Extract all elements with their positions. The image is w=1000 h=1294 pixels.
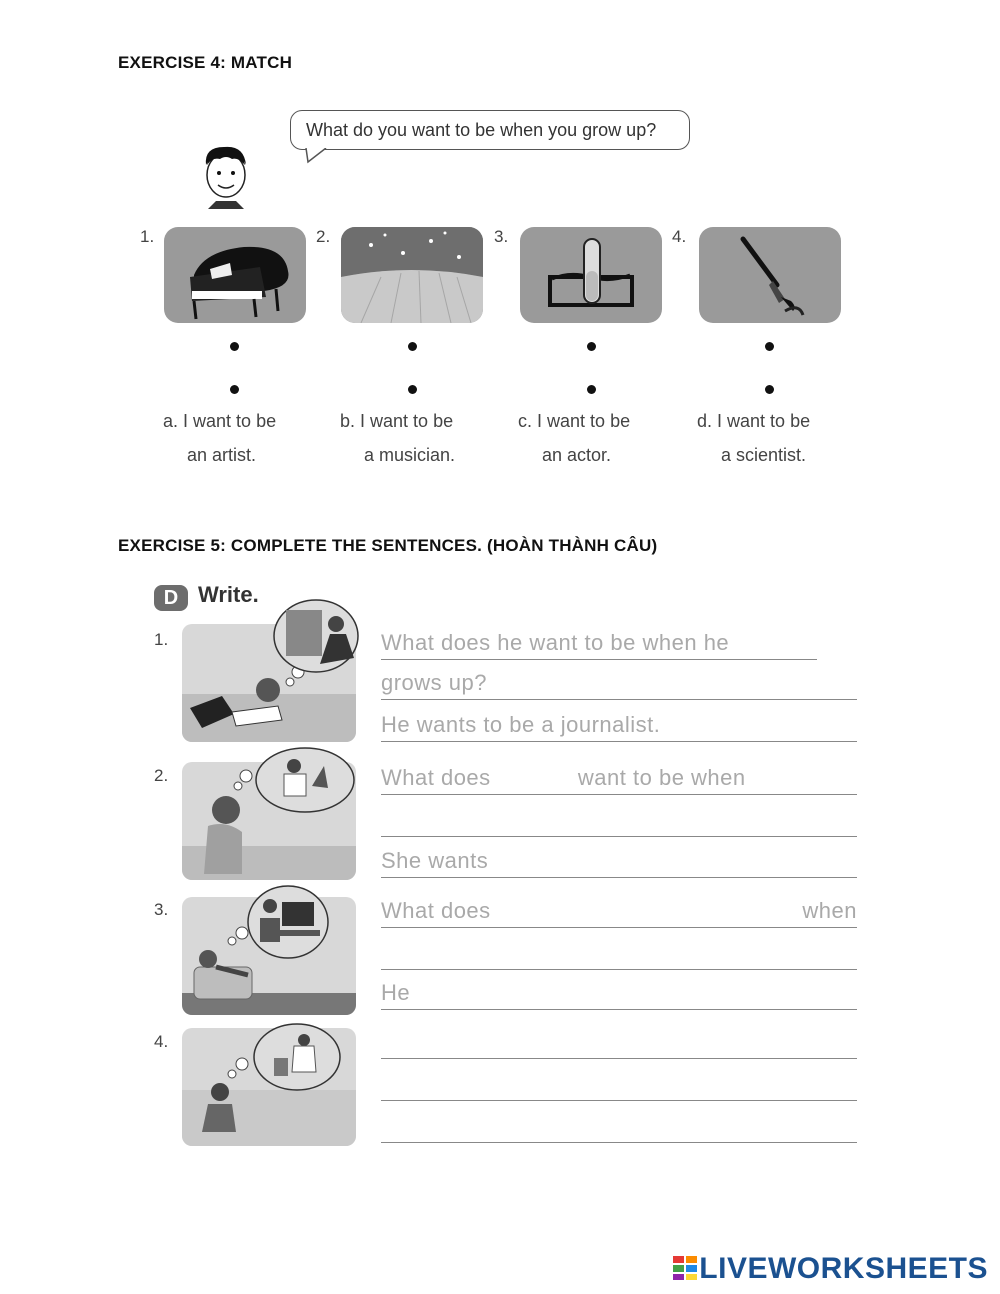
option-a-line1: I want to be	[183, 411, 277, 431]
option-c-line2: an actor.	[542, 445, 612, 465]
match-dot-picture-3[interactable]	[587, 342, 596, 351]
match-dot-picture-4[interactable]	[765, 342, 774, 351]
q2-line-1-text-a: What does	[381, 765, 491, 790]
q2-line-1	[381, 763, 857, 795]
scene-number-4: 4.	[154, 1032, 169, 1051]
q4-answer-line-1[interactable]	[381, 1027, 857, 1059]
q3-line-3-text: He	[381, 980, 411, 1005]
scene-4-thought-bubble	[252, 1022, 342, 1092]
stage-icon	[341, 227, 483, 323]
section-title: Write.	[198, 582, 259, 607]
q3-line-1-text-a: What does	[381, 898, 491, 923]
speech-bubble: What do you want to be when you grow up?	[290, 110, 690, 150]
q3-answer-line-2[interactable]	[381, 938, 857, 970]
picture-number-2: 2.	[316, 227, 331, 246]
piano-icon	[164, 227, 306, 323]
boy-face-icon	[198, 143, 254, 211]
scene-2-thought-bubble	[254, 746, 356, 814]
picture-number-3: 3.	[494, 227, 509, 246]
option-b	[340, 404, 455, 472]
q1-line-2	[381, 668, 857, 700]
match-dot-option-c[interactable]	[587, 385, 596, 394]
option-d-letter: d.	[697, 411, 713, 431]
match-dot-option-d[interactable]	[765, 385, 774, 394]
q3-line-1-text-b: when	[802, 898, 857, 923]
test-tube-icon	[520, 227, 662, 323]
match-dot-option-b[interactable]	[408, 385, 417, 394]
option-b-line1: I want to be	[360, 411, 454, 431]
q2-line-3	[381, 846, 857, 878]
q2-answer-line-2[interactable]	[381, 805, 857, 837]
match-dot-picture-2[interactable]	[408, 342, 417, 351]
q4-answer-line-2[interactable]	[381, 1069, 857, 1101]
q1-line-3	[381, 710, 857, 742]
q1-line-2-text: grows up?	[381, 670, 488, 695]
piano-picture	[164, 227, 306, 323]
option-a-letter: a.	[163, 411, 179, 431]
picture-number-1: 1.	[140, 227, 155, 246]
option-b-letter: b.	[340, 411, 356, 431]
exercise-5-heading: EXERCISE 5: COMPLETE THE SENTENCES. (HOÀN THÀNH CÂU)	[118, 536, 658, 555]
option-a	[163, 404, 276, 472]
match-dot-picture-1[interactable]	[230, 342, 239, 351]
q2-line-3-text: She wants	[381, 848, 489, 873]
speech-bubble-tail	[304, 148, 334, 164]
stage-picture	[341, 227, 483, 323]
q2-line-1-text-b: want to be when	[577, 765, 746, 790]
picture-number-4: 4.	[672, 227, 687, 246]
exercise-4-heading: EXERCISE 4: MATCH	[118, 53, 293, 72]
option-d-line2: a scientist.	[721, 445, 807, 465]
liveworksheets-mark-icon	[673, 1256, 697, 1280]
scene-1-thought-bubble	[272, 598, 360, 674]
option-d-line1: I want to be	[717, 411, 811, 431]
liveworksheets-logo	[673, 1252, 988, 1286]
option-c-letter: c.	[518, 411, 533, 431]
liveworksheets-logo-text: LIVEWORKSHEETS	[699, 1252, 988, 1285]
option-d	[697, 404, 810, 472]
q1-line-1	[381, 628, 817, 660]
option-b-line2: a musician.	[364, 445, 456, 465]
q3-line-1	[381, 896, 857, 928]
test-tube-picture	[520, 227, 662, 323]
option-c	[518, 404, 630, 472]
option-a-line2: an artist.	[187, 445, 257, 465]
scene-number-3: 3.	[154, 900, 169, 919]
q1-line-1-text: What does he want to be when he	[381, 630, 730, 655]
q1-line-3-text: He wants to be a journalist.	[381, 712, 661, 737]
section-badge: D	[154, 585, 188, 611]
scene-3-thought-bubble	[246, 884, 330, 960]
option-c-line1: I want to be	[537, 411, 631, 431]
paintbrush-icon	[699, 227, 841, 323]
q3-line-3	[381, 978, 857, 1010]
paintbrush-picture	[699, 227, 841, 323]
match-dot-option-a[interactable]	[230, 385, 239, 394]
q4-answer-line-3[interactable]	[381, 1111, 857, 1143]
scene-number-1: 1.	[154, 630, 169, 649]
scene-number-2: 2.	[154, 766, 169, 785]
